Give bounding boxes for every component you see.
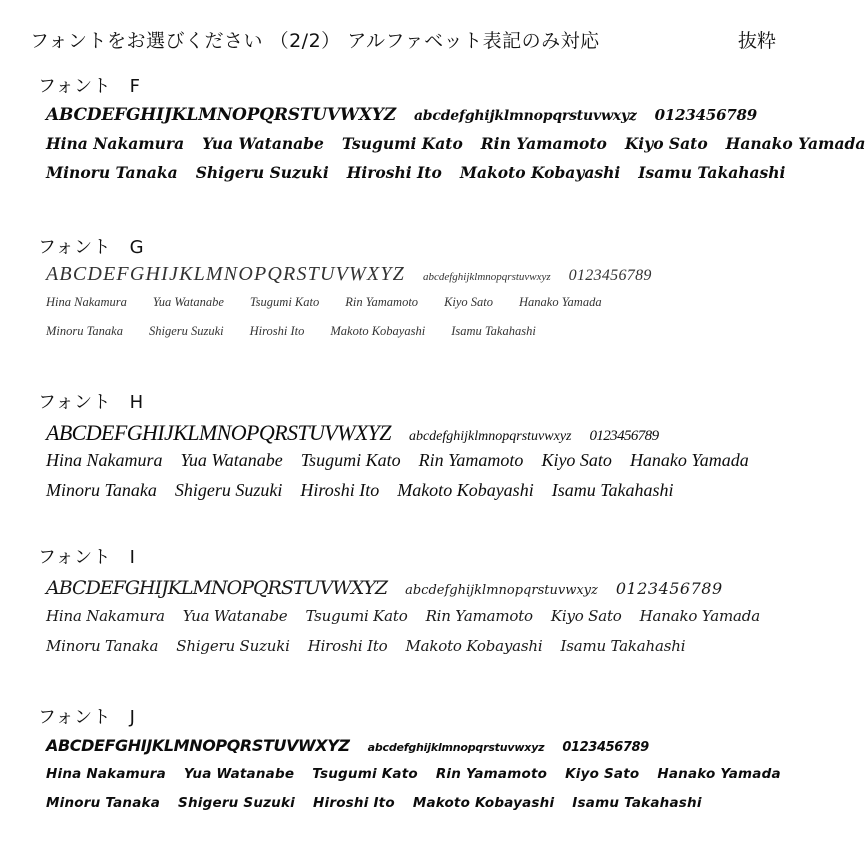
name-sample: Tsugumi Kato [312,766,418,782]
name-sample-row [46,480,674,501]
name-sample: Hanako Yamada [657,766,781,782]
name-sample: Yua Watanabe [182,607,288,625]
name-sample: Hanako Yamada [629,450,749,470]
font-label: フォント J [38,707,136,728]
name-sample: Tsugumi Kato [341,134,463,153]
name-sample: Minoru Tanaka [46,163,178,182]
uppercase-sample: ABCDEFGHIJKLMNOPQRSTUVWXYZ [46,263,405,285]
name-sample: Hiroshi Ito [313,795,395,811]
name-sample: Shigeru Suzuki [174,480,283,500]
name-sample: Kiyo Sato [541,450,612,470]
name-sample: Hina Nakamura [46,766,166,782]
name-sample: Yua Watanabe [152,295,224,309]
name-sample: Yua Watanabe [202,134,324,153]
name-sample: Hiroshi Ito [346,163,442,182]
digits-sample: 0123456789 [562,740,649,755]
lowercase-sample: abcdefghijklmnopqrstuvwxyz [413,108,637,124]
name-sample: Hanako Yamada [639,607,760,625]
alphabet-sample-row [46,577,723,599]
name-sample: Rin Yamamoto [418,450,524,470]
name-sample: Tsugumi Kato [305,607,408,625]
name-sample: Tsugumi Kato [300,450,401,470]
uppercase-sample: ABCDEFGHIJKLMNOPQRSTUVWXYZ [46,577,388,599]
name-sample: Rin Yamamoto [435,766,548,782]
name-sample: Tsugumi Kato [249,295,320,309]
font-label: フォント H [38,392,144,413]
name-sample: Makoto Kobayashi [412,795,555,811]
name-sample: Rin Yamamoto [345,295,419,309]
lowercase-sample: abcdefghijklmnopqrstuvwxyz [405,583,598,598]
name-sample: Kiyo Sato [550,607,622,625]
name-sample: Hiroshi Ito [307,637,388,655]
name-sample-row [46,795,702,811]
name-sample: Isamu Takahashi [560,637,686,655]
alphabet-sample-row [46,105,757,125]
name-sample: Isamu Takahashi [451,324,536,338]
alphabet-sample-row [46,736,649,755]
name-sample: Hanako Yamada [725,134,865,153]
name-sample: Shigeru Suzuki [178,795,296,811]
name-sample: Isamu Takahashi [551,480,674,500]
name-sample-row [46,163,785,182]
name-sample-row [46,766,781,782]
name-sample: Hina Nakamura [46,607,165,625]
digits-sample: 0123456789 [615,579,723,598]
alphabet-sample-row [46,420,659,446]
name-sample: Shigeru Suzuki [148,324,224,338]
uppercase-sample: ABCDEFGHIJKLMNOPQRSTUVWXYZ [46,105,396,125]
alphabet-sample-row [46,263,652,286]
uppercase-sample: ABCDEFGHIJKLMNOPQRSTUVWXYZ [46,420,391,445]
name-sample: Minoru Tanaka [46,637,159,655]
lowercase-sample: abcdefghijklmnopqrstuvwxyz [367,741,545,754]
name-sample: Kiyo Sato [444,295,494,309]
name-sample: Hina Nakamura [46,134,185,153]
digits-sample: 0123456789 [568,267,652,284]
name-sample: Shigeru Suzuki [176,637,290,655]
name-sample: Shigeru Suzuki [195,163,329,182]
font-label: フォント F [38,76,141,97]
lowercase-sample: abcdefghijklmnopqrstuvwxyz [408,429,572,444]
name-sample: Yua Watanabe [180,450,283,470]
uppercase-sample: ABCDEFGHIJKLMNOPQRSTUVWXYZ [46,736,350,755]
name-sample: Minoru Tanaka [46,480,157,500]
name-sample: Minoru Tanaka [46,324,123,338]
name-sample: Kiyo Sato [624,134,708,153]
name-sample-row [46,637,685,655]
name-sample: Hiroshi Ito [249,324,305,338]
font-label: フォント G [38,237,145,258]
name-sample: Rin Yamamoto [425,607,533,625]
name-sample: Hina Nakamura [46,450,163,470]
name-sample: Hanako Yamada [519,295,602,309]
name-sample-row [46,607,760,625]
name-sample: Kiyo Sato [565,766,640,782]
name-sample: Isamu Takahashi [638,163,786,182]
name-sample: Isamu Takahashi [572,795,702,811]
page-title: フォントをお選びください （2/2） アルファベット表記のみ対応 [30,30,600,52]
name-sample: Hina Nakamura [46,295,127,309]
name-sample-row [46,295,602,310]
excerpt-tag: 抜粋 [738,30,777,52]
name-sample: Minoru Tanaka [46,795,161,811]
digits-sample: 0123456789 [654,106,758,124]
name-sample-row [46,134,865,153]
name-sample: Makoto Kobayashi [330,324,426,338]
name-sample: Yua Watanabe [183,766,295,782]
name-sample-row [46,324,536,339]
name-sample: Makoto Kobayashi [397,480,534,500]
font-label: フォント I [38,547,136,568]
name-sample: Makoto Kobayashi [459,163,621,182]
lowercase-sample: abcdefghijklmnopqrstuvwxyz [422,271,551,283]
name-sample: Rin Yamamoto [480,134,607,153]
name-sample-row [46,450,749,471]
name-sample: Makoto Kobayashi [405,637,543,655]
name-sample: Hiroshi Ito [300,480,380,500]
digits-sample: 0123456789 [589,428,659,444]
